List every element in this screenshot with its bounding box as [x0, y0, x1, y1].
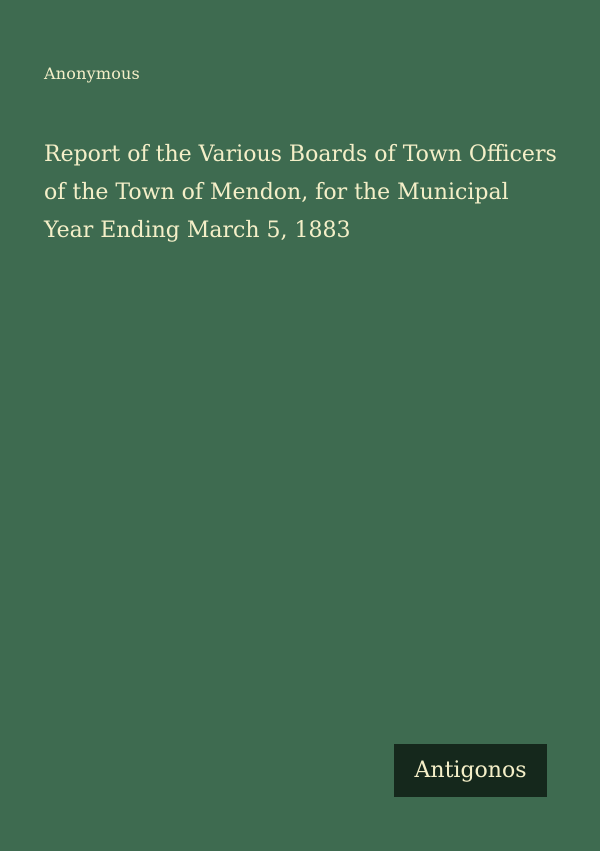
publisher-badge: Antigonos [394, 744, 547, 797]
book-title: Report of the Various Boards of Town Officers of the Town of Mendon, for the Municipal Year Ending March 5, 1883 [44, 142, 557, 243]
author-name: Anonymous [44, 64, 140, 83]
